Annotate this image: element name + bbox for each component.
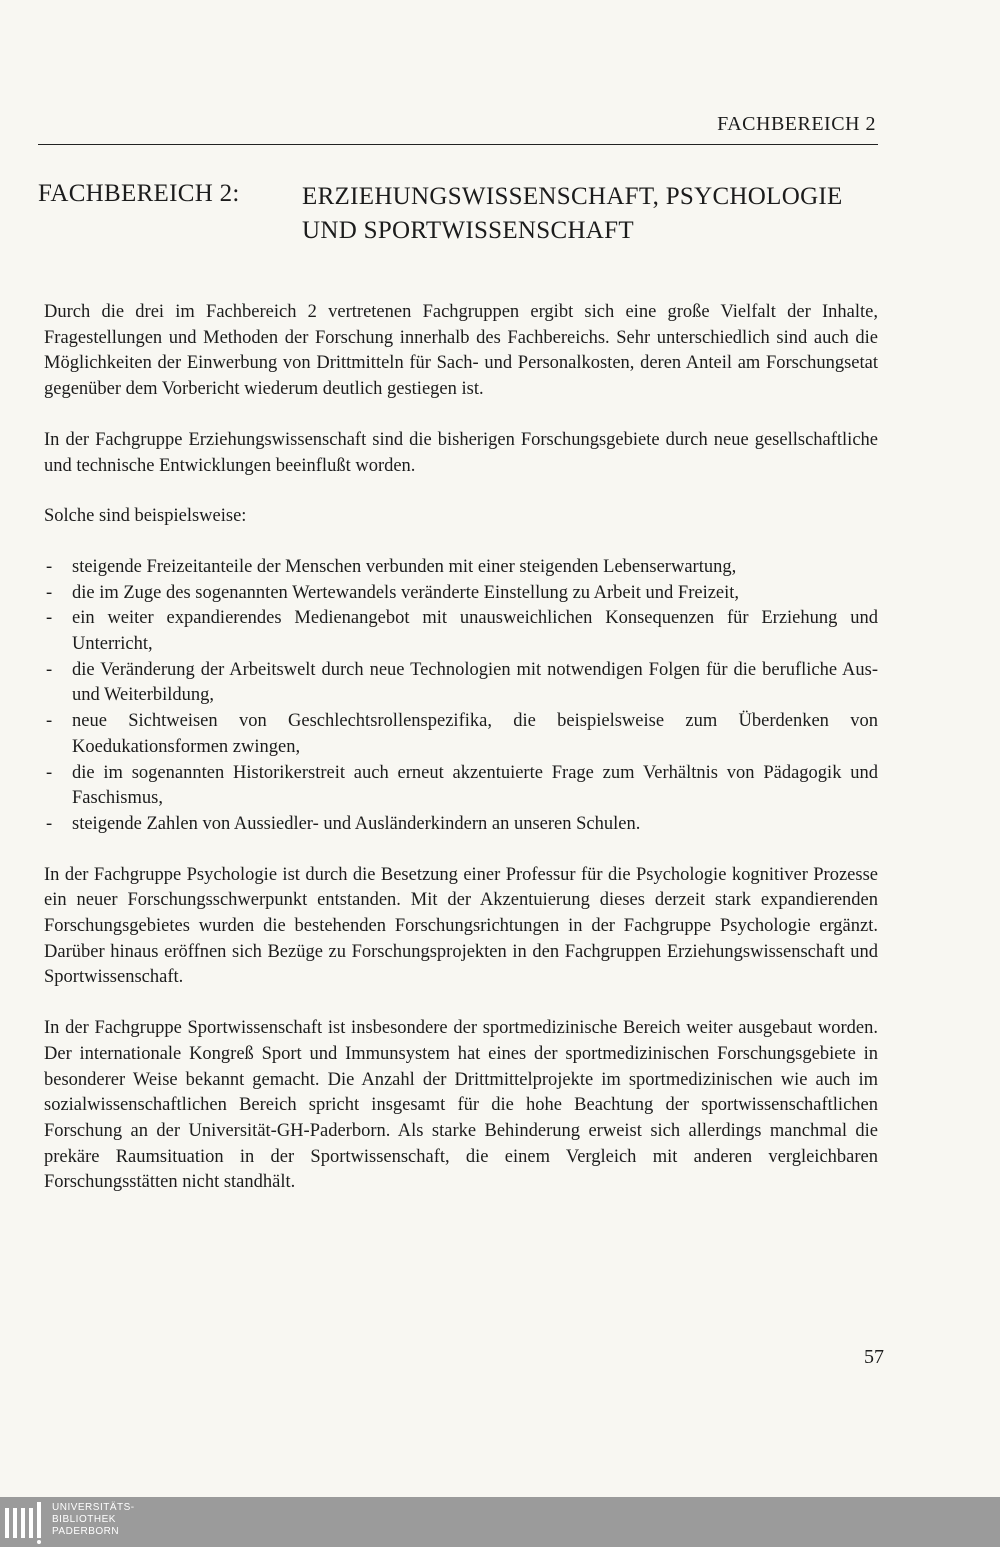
- library-name-line-1: UNIVERSITÄTS-: [52, 1502, 135, 1513]
- list-item: - die im Zuge des sogenannten Wertewandels veränderte Einstellung zu Arbeit und Freizeit,: [44, 581, 878, 607]
- development-list: [44, 555, 878, 838]
- list-item: - die Veränderung der Arbeitswelt durch neue Technologien mit notwendigen Folgen für die berufliche Aus- und Weiterbildung,: [44, 658, 878, 709]
- body-text: [44, 300, 878, 1221]
- library-name-line-3: PADERBORN: [52, 1526, 120, 1537]
- paragraph-erziehungswissenschaft: In der Fachgruppe Erziehungswissenschaft sind die bisherigen Forschungsgebiete durch neue gesellschaftliche und technische Entwicklungen beeinflußt worden.: [44, 429, 878, 476]
- list-item: - neue Sichtweisen von Geschlechtsrollenspezifika, die beispielsweise zum Überdenken von Koedukationsformen zwingen,: [44, 709, 878, 760]
- header-rule: [38, 144, 878, 145]
- library-name: [52, 1502, 135, 1538]
- library-name-line-2: BIBLIOTHEK: [52, 1514, 116, 1525]
- paragraph-sportwissenschaft: In der Fachgruppe Sportwissenschaft ist insbesondere der sportmedizinische Bereich weiter ausgebaut worden. Der internationale Kongreß Sport und Immunsystem hat eines der sportmedizinischen Forschungsgebiete in besonderer Weise bekannt gemacht. Die Anzahl der Drittmittelprojekte im sportmedizinischen wie auch im sozialwissenschaftlichen Bereich spricht insgesamt für die hohe Beachtung der sportwissenschaftlichen Forschung an der Universität-GH-Paderborn. Als starke Behinderung erweist sich allerdings manchmal die prekäre Raumsituation in der Sportwissenschaft, die einem Vergleich mit anderen vergleichbaren Forschungsstätten nicht standhält.: [44, 1018, 878, 1193]
- paragraph-psychologie: In der Fachgruppe Psychologie ist durch die Besetzung einer Professur für die Psychologie kognitiver Prozesse ein neuer Forschungsschwerpunkt entstanden. Mit der Akzentuierung dieses derzeit stark expandierenden Forschungsgebietes wurden die bestehenden Forschungsrichtungen in der Fachgruppe Psychologie ergänzt. Darüber hinaus eröffnen sich Bezüge zu Forschungsprojekten in den Fachgruppen Erziehungswissenschaft und Sportwissenschaft.: [44, 864, 878, 988]
- chapter-title-line-2: UND SPORTWISSENSCHAFT: [302, 217, 634, 244]
- list-item: - ein weiter expandierendes Medienangebot mit unausweichlichen Konsequenzen für Erziehung und Unterricht,: [44, 606, 878, 657]
- chapter-title: [302, 180, 882, 248]
- library-footer-bar: [0, 1497, 1000, 1547]
- list-item: - die im sogenannten Historikerstreit auch erneut akzentuierte Frage zum Verhältnis von Pädagogik und Faschismus,: [44, 761, 878, 812]
- list-item: - steigende Freizeitanteile der Menschen verbunden mit einer steigenden Lebenserwartung,: [44, 555, 878, 581]
- list-intro: Solche sind beispielsweise:: [44, 506, 247, 527]
- chapter-title-line-1: ERZIEHUNGSWISSENSCHAFT, PSYCHOLOGIE: [302, 183, 843, 210]
- list-item: - steigende Zahlen von Aussiedler- und Ausländerkindern an unseren Schulen.: [44, 812, 878, 838]
- running-head: FACHBEREICH 2: [717, 113, 876, 135]
- library-logo-icon: [3, 1500, 47, 1544]
- paragraph-intro: Durch die drei im Fachbereich 2 vertretenen Fachgruppen ergibt sich eine große Vielfalt der Inhalte, Fragestellungen und Methoden der Forschung innerhalb des Fachbereichs. Sehr unterschiedlich sind auch die Möglichkeiten der Einwerbung von Drittmitteln für Sach- und Personalkosten, deren Anteil am Forschungsetat gegenüber dem Vorbericht wiederum deutlich gestiegen ist.: [44, 302, 878, 400]
- chapter-label: FACHBEREICH 2:: [38, 180, 240, 207]
- page-number: 57: [864, 1346, 884, 1368]
